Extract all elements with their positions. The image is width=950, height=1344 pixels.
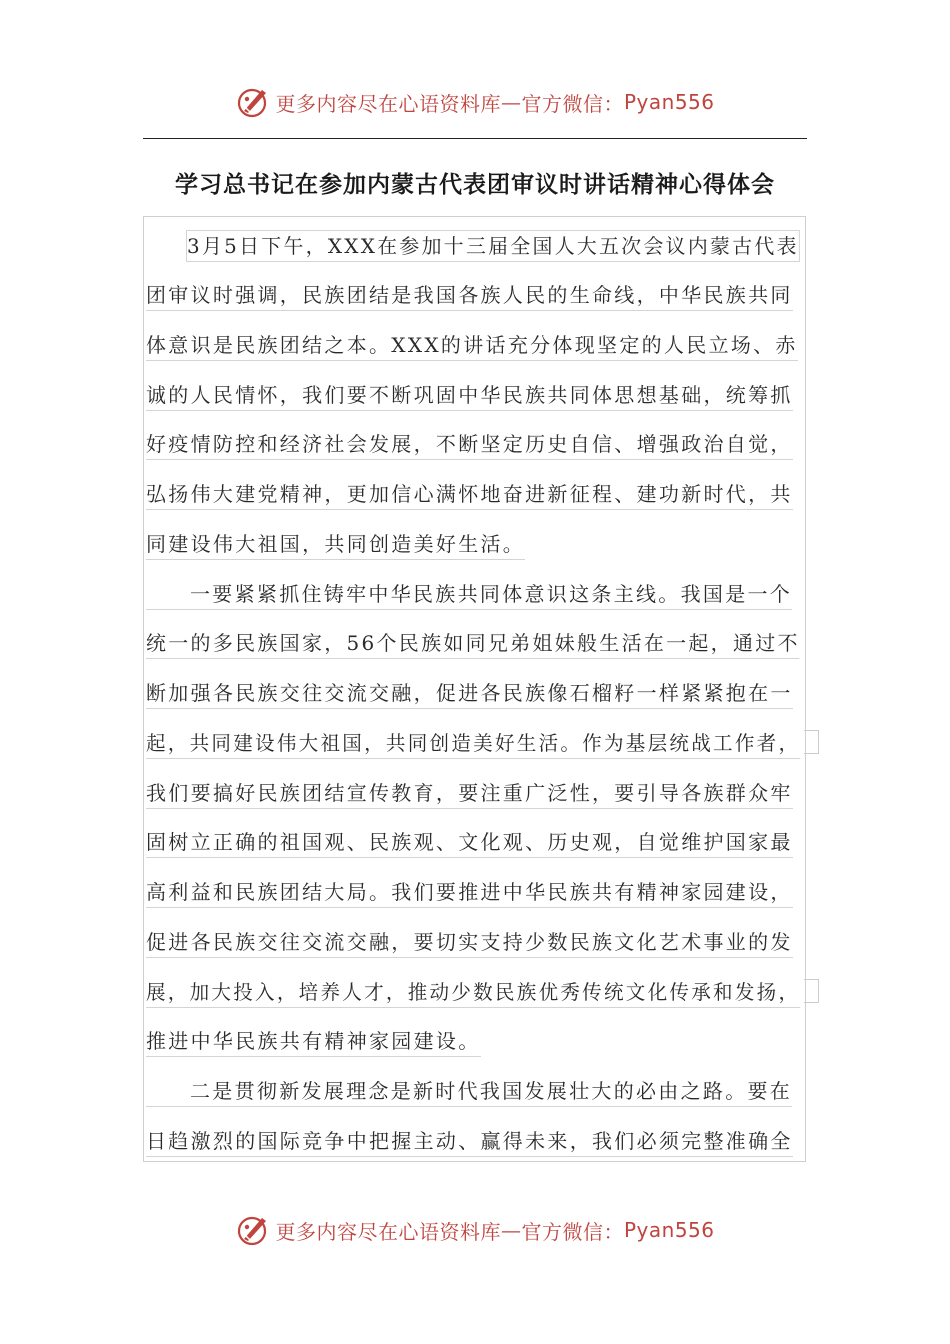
body-line: 高利益和民族团结大局。我们要推进中华民族共有精神家园建设， (146, 877, 793, 908)
body-line: 诚的人民情怀，我们要不断巩固中华民族共同体思想基础，统筹抓 (146, 380, 793, 411)
body-line: 3月5日下午，XXX在参加十三届全国人大五次会议内蒙古代表 (186, 230, 800, 262)
line-overflow-mark (804, 730, 819, 754)
banner-wechat-id: Pyan556 (623, 90, 715, 114)
body-line: 一要紧紧抓住铸牢中华民族共同体意识这条主线。我国是一个 (146, 579, 792, 610)
quill-seal-icon (235, 84, 271, 120)
banner-label: 官方微信： (521, 91, 624, 116)
banner-prefix: 更多内容尽在心语资料库 (275, 91, 501, 116)
body-line: 统一的多民族国家，56个民族如同兄弟姐妹般生活在一起，通过不 (146, 628, 800, 659)
line-overflow-mark (804, 979, 819, 1003)
body-line: 团审议时强调，民族团结是我国各族人民的生命线，中华民族共同 (146, 280, 793, 311)
body-line: 二是贯彻新发展理念是新时代我国发展壮大的必由之路。要在 (146, 1076, 792, 1107)
banner-wechat-id: Pyan556 (623, 1218, 715, 1242)
banner-prefix: 更多内容尽在心语资料库 (275, 1219, 501, 1244)
body-line: 断加强各民族交往交流交融，促进各民族像石榴籽一样紧紧抱在一 (146, 678, 793, 709)
footer-banner (0, 1210, 950, 1250)
body-line: 好疫情防控和经济社会发展，不断坚定历史自信、增强政治自觉， (146, 429, 793, 460)
banner-dash: — (500, 1218, 522, 1242)
body-line: 我们要搞好民族团结宣传教育，要注重广泛性，要引导各族群众牢 (146, 778, 793, 809)
body-line: 促进各民族交往交流交融，要切实支持少数民族文化艺术事业的发 (146, 927, 793, 958)
body-line: 展，加大投入，培养人才，推动少数民族优秀传统文化传承和发扬， (146, 977, 800, 1008)
document-title: 学习总书记在参加内蒙古代表团审议时讲话精神心得体会 (175, 172, 775, 198)
banner-label: 官方微信： (521, 1219, 624, 1244)
body-line: 推进中华民族共有精神家园建设。 (146, 1026, 481, 1057)
body-line: 弘扬伟大建党精神，更加信心满怀地奋进新征程、建功新时代，共 (146, 479, 793, 510)
body-line: 同建设伟大祖国，共同创造美好生活。 (146, 529, 525, 560)
body-line: 日趋激烈的国际竞争中把握主动、赢得未来，我们必须完整准确全 (146, 1126, 793, 1157)
banner-dash: — (500, 90, 522, 114)
body-line: 起，共同建设伟大祖国，共同创造美好生活。作为基层统战工作者， (146, 728, 800, 759)
header-divider (143, 138, 807, 139)
body-line: 固树立正确的祖国观、民族观、文化观、历史观，自觉维护国家最 (146, 827, 793, 858)
body-line: 体意识是民族团结之本。XXX的讲话充分体现坚定的人民立场、赤 (146, 330, 798, 361)
header-banner (0, 82, 950, 122)
quill-seal-icon (235, 1212, 271, 1248)
